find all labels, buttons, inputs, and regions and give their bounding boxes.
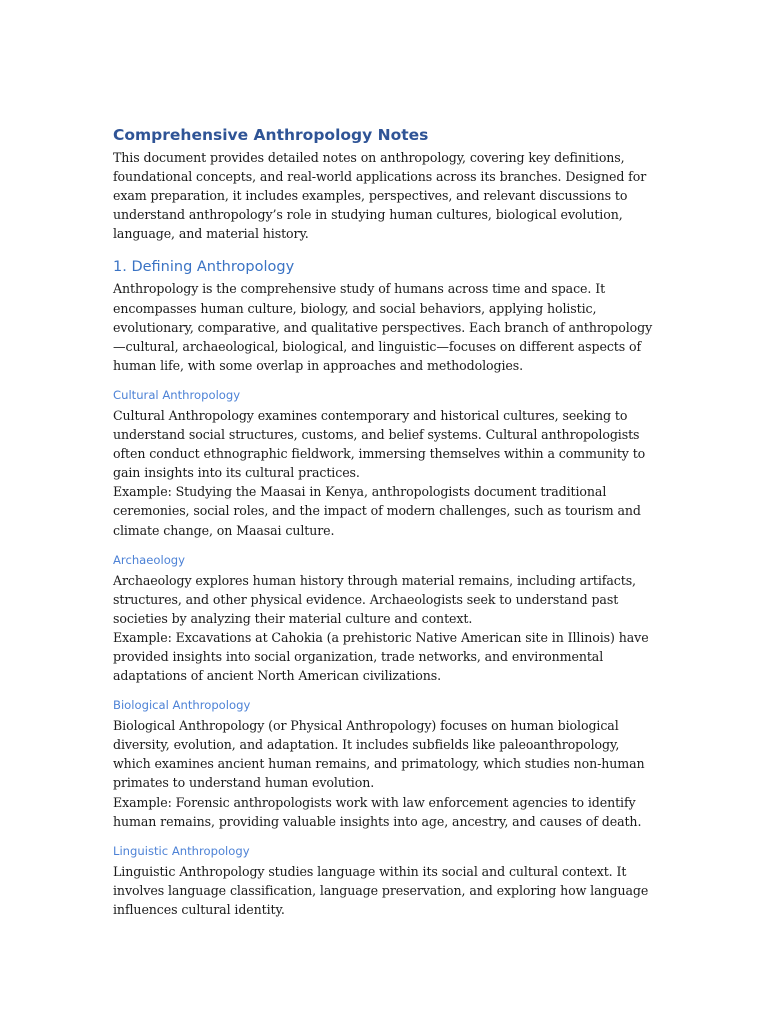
- cultural-anthropology-example: Example: Studying the Maasai in Kenya, anthropologists document traditional ceremonies, social roles, and the impact of modern challenges, such as tourism and climate change, on Maasai culture.: [113, 484, 641, 538]
- subheading-archaeology: Archaeology: [113, 552, 186, 567]
- archaeology-example: Example: Excavations at Cahokia (a prehistoric Native American site in Illinois) have provided insights into social organization, trade networks, and environmental adaptations of ancient North American civilizations.: [113, 629, 649, 684]
- biological-anthropology-paragraph: Biological Anthropology (or Physical Anthropology) focuses on human biological diversity, evolution, and adaptation. It includes subfields like paleoanthropology, which examines ancient human remains, and primatology, which studies non-human primates to understand human evolution.: [113, 718, 645, 791]
- document-page: [113, 124, 658, 919]
- biological-anthropology-example: Example: Forensic anthropologists work with law enforcement agencies to identify human remains, providing valuable insights into age, ancestry, and causes of death.: [113, 794, 642, 829]
- cultural-anthropology-paragraph: Cultural Anthropology examines contemporary and historical cultures, seeking to understand social structures, customs, and belief systems. Cultural anthropologists often conduct ethnographic fieldwork, immersing themselves within a community to gain insights into its cultural practices.: [113, 407, 646, 481]
- subheading-biological-anthropology: Biological Anthropology: [113, 698, 251, 713]
- subheading-linguistic-anthropology: Linguistic Anthropology: [113, 843, 250, 858]
- defining-anthropology-paragraph: Anthropology is the comprehensive study of humans across time and space. It encompasses human culture, biology, and social behaviors, applying holistic, evolutionary, comparative, and qualitative perspectives. Each branch of anthropology—cultural, archaeological, biological, and linguistic—focuses on different aspects of human life, with some overlap in approaches and methodologies.: [113, 281, 653, 373]
- intro-paragraph: This document provides detailed notes on anthropology, covering key definitions, foundational concepts, and real-world applications across its branches. Designed for exam preparation, it includes examples, perspectives, and relevant discussions to understand anthropology’s role in studying human cultures, biological evolution, language, and material history.: [113, 150, 647, 242]
- document-title: Comprehensive Anthropology Notes: [113, 126, 429, 144]
- subheading-cultural-anthropology: Cultural Anthropology: [113, 387, 241, 402]
- section-heading-defining-anthropology: 1. Defining Anthropology: [113, 259, 295, 276]
- linguistic-anthropology-paragraph: Linguistic Anthropology studies language within its social and cultural context. It involves language classification, language preservation, and exploring how language influences cultural identity.: [113, 863, 649, 917]
- archaeology-paragraph: Archaeology explores human history through material remains, including artifacts, structures, and other physical evidence. Archaeologists seek to understand past societies by analyzing their material culture and context.: [113, 572, 636, 626]
